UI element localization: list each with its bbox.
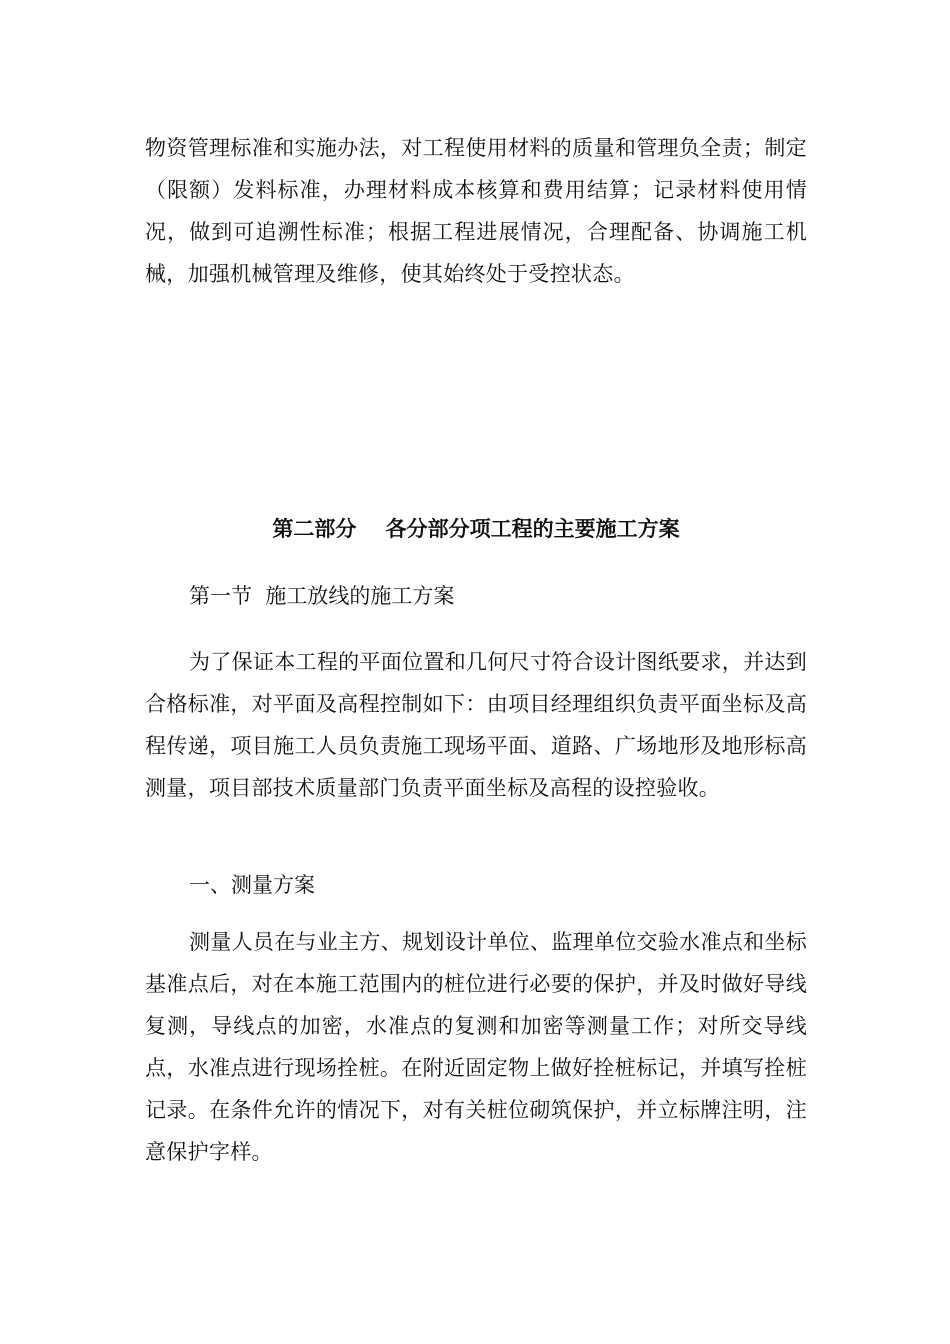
section-title-construction-layout: 第一节 施工放线的施工方案 xyxy=(189,584,455,608)
subsection-title-survey-plan: 一、测量方案 xyxy=(189,873,315,897)
paragraph-survey-plan: 测量人员在与业主方、规划设计单位、监理单位交验水准点和坐标基准点后，对在本施工范围内的桩位进行必要的保护，并及时做好导线复测，导线点的加密，水准点的复测和加密等测量工作；对所交导线点，水准点进行现场拴桩。在附近固定物上做好拴桩标记，并填写拴桩记录。在条件允许的情况下，对有关桩位砌筑保护，并立标牌注明，注意保护字样。 xyxy=(145,930,807,1164)
paragraph-materials-management: 物资管理标准和实施办法，对工程使用材料的质量和管理负全责；制定（限额）发料标准，办理材料成本核算和费用结算；记录材料使用情况，做到可追溯性标准；根据工程进展情况，合理配备、协调施工机械，加强机械管理及维修，使其始终处于受控状态。 xyxy=(145,136,807,286)
part-title: 第二部分 各分部分项工程的主要施工方案 xyxy=(272,516,680,541)
paragraph-layout-control: 为了保证本工程的平面位置和几何尺寸符合设计图纸要求，并达到合格标准，对平面及高程控制如下：由项目经理组织负责平面坐标及高程传递，项目施工人员负责施工现场平面、道路、广场地形及地形标高测量，项目部技术质量部门负责平面坐标及高程的设控验收。 xyxy=(145,650,807,800)
